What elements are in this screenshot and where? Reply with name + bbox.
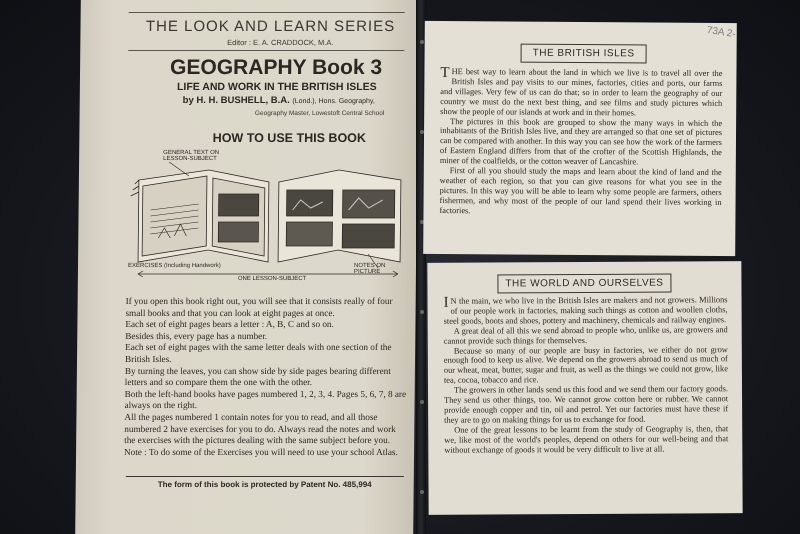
instruction-paragraph: Each set of eight pages bears a letter : A, B, C and so on. [125,319,334,330]
right-bottom-page [427,261,742,515]
dropcap: I [443,294,449,311]
world-ourselves-text [444,295,729,455]
text-paragraph [444,295,728,326]
diagram-label-notes: NOTES ON PICTURE [353,263,386,275]
british-isles-text [439,67,722,218]
book-subtitle: LIFE AND WORK IN THE BRITISH ISLES [176,81,377,93]
text-paragraph-body: HE best way to learn about the land in which we live is to travel all over the British Isles and pay visits to our mines, factories, cities and ports, our farms and villages. Very few of us can do that; so in order to learn the geography of our country we must do the next best thing, and see films and study pictures which show the people of our islands at work and in their homes. [440,67,723,118]
binding-stitch [420,400,424,404]
instruction-paragraph: Each set of eight pages with the same letter deals with one section of the British Isles. [124,342,392,364]
author-qualifications: (Lond.), Hons. Geography, [292,98,375,105]
binding-stitch [420,40,424,44]
text-paragraph-body: N the main, we who live in the British Isles are makers and not growers. Millions of our people work in factories, making such things as cotton and woollen cloths, steel goods, boots and shoes, pottery and machinery, chemicals and railway engines. [443,295,728,326]
diagram-label-exercises: EXERCISES (Including Handwork) [127,263,221,269]
text-paragraph: Because so many of our people are busy in factories, we either do not grow enough food to keep us alive. We depend on the growers abroad to send us much of our wheat, meat, butter, sugar and fruit, as well as the things we could not grow, like tea, cocoa, tobacco and rice. [443,344,728,385]
text-paragraph: The pictures in this book are grouped to show the many ways in which the inhabitants of the British Isles live, and they are arranged so that one set of pictures can be compared with another. In this way you can see how the work of the farmers of Eastern England differs from that of the crofter of the Scottish Highlands, the miner of the coalfields, or the cotton weaver of Lancashire. [439,116,723,167]
text-paragraph: The growers in other lands send us this food and we send them our factory goods. They send us other things, too. We cannot grow cotton here or rubber. We cannot provide enough copper and tin, oil and petrol. Yet our factories must have these if they are to go on making things for us to exchange for food. [444,384,729,425]
instruction-paragraph: By turning the leaves, you can show side by side pages bearing different letters and so compare them the one with the other. [124,365,391,388]
instruction-paragraph: Both the left-hand books have pages numbered 1, 2, 3, 4. Pages 5, 6, 7, 8 are always on the right. [124,388,407,411]
right-top-page [423,21,737,256]
dropcap: T [440,65,450,82]
top-rule [129,12,405,13]
instructions-text [124,296,408,458]
author-position: Geography Master, Lowestoft Central School [254,110,385,117]
diagram-label-general-text: GENERAL TEXT ON LESSON-SUBJECT [163,150,220,162]
binding-stitch [420,490,424,494]
british-isles-heading: THE BRITISH ISLES [521,44,647,64]
patent-notice: The form of this book is protected by Patent No. 485,994 [126,476,404,489]
world-ourselves-heading: THE WORLD AND OURSELVES [497,274,671,294]
author-line [144,95,414,106]
binding-stitch [420,310,424,314]
book-diagram [128,150,409,290]
text-paragraph: First of all you should study the maps and learn about the kind of land and the weather of each region, so that you can give reasons for what you see in the pictures. In this way you will be able to learn why some people are farmers, others fishermen, and why most of the people of our land spend their lives working in factories. [439,166,722,215]
book-title: GEOGRAPHY Book 3 [169,56,383,79]
pencil-note: 73A 2- [706,24,737,41]
author-name: by H. H. BUSHELL, B.A. [182,95,290,106]
text-paragraph: One of the great lessons to be learnt from the study of Geography is, then, that we, like most of the world's peoples, depend on others for our well-being and that without exchange of goods it would be very difficult to live at all. [444,424,729,455]
instruction-paragraph: If you open this book right out, you will see that it consists really of four small books and that you can look at eight pages at once. [125,296,393,318]
editor-line: Editor : E. A. CRADDOCK, M.A. [227,38,334,47]
instruction-paragraph: All the pages numbered 1 contain notes for you to read, and all those numbered 2 have exercises for you to do. Always read the notes and work the exercises with the pictures dealing with the same subject before you. Note : To do some of the Exercises you will need to use your school Atlas. [124,411,398,457]
text-paragraph [440,67,722,118]
text-paragraph: A great deal of all this we send abroad to people who, unlike us, are growers and cannot provide such things for themselves. [443,324,728,346]
instruction-paragraph: Besides this, every page has a number. [125,330,268,341]
title-rule [128,50,404,51]
left-page [75,0,419,534]
how-to-use-heading: HOW TO USE THIS BOOK [212,131,367,145]
diagram-label-one-lesson: ONE LESSON-SUBJECT [237,276,307,282]
series-title: THE LOOK AND LEARN SERIES [145,18,396,35]
